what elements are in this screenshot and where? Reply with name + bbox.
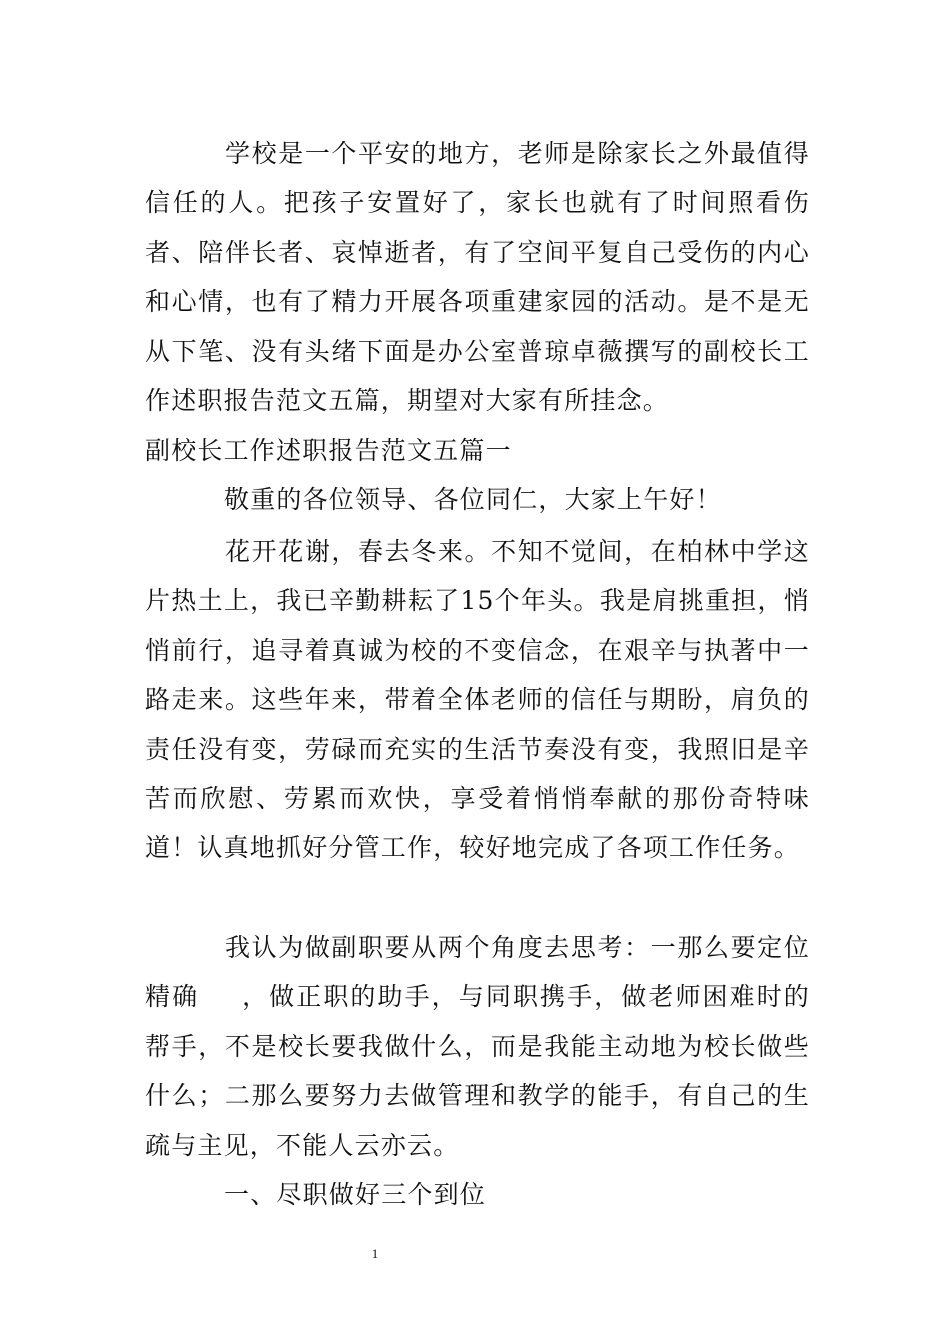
page-number: 1: [371, 1246, 379, 1261]
body-paragraph-1: 花开花谢，春去冬来。不知不觉间，在柏林中学这片热土上，我已辛勤耕耘了15个年头。我是肩挑重担，悄悄前行，追寻着真诚为校的不变信念，在艰辛与执著中一路走来。这些年来，带着全体老师的信任与期盼，肩负的责任没有变，劳碌而充实的生活节奏没有变，我照旧是辛苦而欣慰、劳累而欢快，享受着悄悄奉献的那份奇特味道！认真地抓好分管工作，较好地完成了各项工作任务。: [145, 537, 810, 863]
paragraph-2-rest: ，做正职的助手，与同职携手，做老师困难时的帮手，不是校长要我做什么，而是我能主动地为校长做些什么；二那么要努力去做管理和教学的能手，有自己的生疏与主见，不能人云亦云。: [145, 982, 811, 1160]
body-paragraph-2: [145, 923, 810, 1170]
subheading: 一、尽职做好三个到位: [224, 1180, 487, 1209]
paragraph-2-start: 我认为做副职要从两个角度去思考：一那么要定位精确: [145, 933, 810, 1012]
intro-paragraph: 学校是一个平安的地方，老师是除家长之外最值得信任的人。把孩子安置好了，家长也就有了时间照看伤者、陪伴长者、哀悼逝者，有了空间平复自己受伤的内心和心情，也有了精力开展各项重建家园的活动。是不是无从下笔、没有头绪下面是办公室普琼卓薇撰写的副校长工作述职报告范文五篇，期望对大家有所挂念。: [145, 139, 810, 416]
section-title: 副校长工作述职报告范文五篇一: [145, 436, 512, 465]
greeting-line: 敬重的各位领导、各位同仁，大家上午好！: [224, 485, 722, 514]
